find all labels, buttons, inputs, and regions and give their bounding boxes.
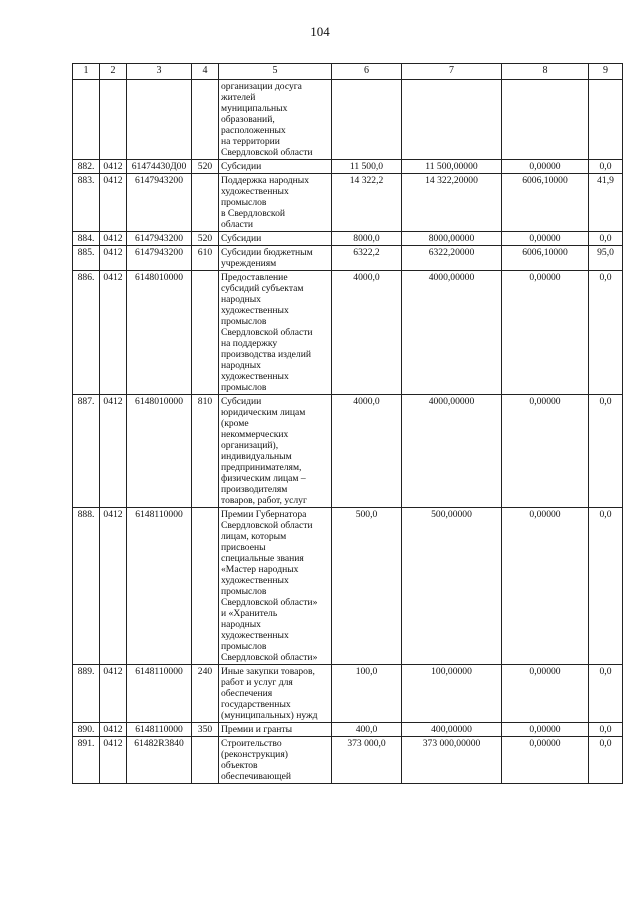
cell-name-line: Субсидии бюджетным — [221, 247, 313, 258]
table-row — [73, 174, 623, 232]
cell-name-line: Субсидии — [221, 396, 262, 407]
cell-num: 885. — [73, 246, 100, 271]
table-row — [73, 232, 623, 246]
cell-v7: 4000,00000 — [402, 271, 502, 395]
cell-v6: 373 000,0 — [332, 737, 402, 784]
col-header-8: 8 — [502, 64, 589, 80]
cell-name-line: промыслов — [221, 382, 267, 393]
cell-section: 0412 — [100, 271, 127, 395]
cell-v9: 95,0 — [589, 246, 623, 271]
cell-code: 6147943200 — [127, 232, 192, 246]
cell-name-line: народных — [221, 294, 261, 305]
cell-type — [192, 271, 219, 395]
cell-code: 61474430Д00 — [127, 160, 192, 174]
cell-name-line: Субсидии — [221, 233, 262, 244]
cell-name — [219, 80, 332, 160]
cell-name-line: «Мастер народных — [221, 564, 299, 575]
cell-v9: 0,0 — [589, 737, 623, 784]
col-header-4: 4 — [192, 64, 219, 80]
cell-v6: 100,0 — [332, 665, 402, 723]
cell-name-line: товаров, работ, услуг — [221, 495, 307, 506]
cell-num: 887. — [73, 395, 100, 508]
cell-v6: 11 500,0 — [332, 160, 402, 174]
cell-section: 0412 — [100, 737, 127, 784]
cell-name-line: работ и услуг для — [221, 677, 293, 688]
col-header-5: 5 — [219, 64, 332, 80]
cell-v9: 0,0 — [589, 665, 623, 723]
col-header-1: 1 — [73, 64, 100, 80]
cell-name — [219, 665, 332, 723]
cell-name-line: обеспечивающей — [221, 771, 292, 782]
cell-name-line: расположенных — [221, 125, 286, 136]
cell-name-line: в Свердловской — [221, 208, 286, 219]
cell-v9: 0,0 — [589, 395, 623, 508]
cell-num: 891. — [73, 737, 100, 784]
cell-type: 520 — [192, 160, 219, 174]
cell-name-line: промыслов — [221, 641, 267, 652]
cell-v9: 0,0 — [589, 271, 623, 395]
cell-name-line: художественных — [221, 371, 289, 382]
cell-v7: 11 500,00000 — [402, 160, 502, 174]
cell-name — [219, 737, 332, 784]
cell-v7: 500,00000 — [402, 508, 502, 665]
cell-v7: 100,00000 — [402, 665, 502, 723]
cell-v9 — [589, 80, 623, 160]
cell-name-line: Свердловской области — [221, 520, 313, 531]
cell-name-line: на поддержку — [221, 338, 278, 349]
cell-name — [219, 508, 332, 665]
cell-v6: 500,0 — [332, 508, 402, 665]
cell-name-line: Субсидии — [221, 161, 262, 172]
cell-name-line: художественных — [221, 630, 289, 641]
cell-name-line: художественных — [221, 186, 289, 197]
cell-name-line: Свердловской области — [221, 147, 313, 158]
cell-name — [219, 395, 332, 508]
cell-type — [192, 174, 219, 232]
cell-section: 0412 — [100, 508, 127, 665]
cell-section: 0412 — [100, 160, 127, 174]
cell-v7: 8000,00000 — [402, 232, 502, 246]
cell-type: 350 — [192, 723, 219, 737]
col-header-7: 7 — [402, 64, 502, 80]
cell-name-line: физическим лицам – — [221, 473, 306, 484]
cell-code: 6148110000 — [127, 723, 192, 737]
cell-name-line: художественных — [221, 575, 289, 586]
cell-name-line: лицам, которым — [221, 531, 287, 542]
col-header-2: 2 — [100, 64, 127, 80]
cell-name — [219, 160, 332, 174]
cell-section: 0412 — [100, 174, 127, 232]
cell-v7: 400,00000 — [402, 723, 502, 737]
cell-name-line: Иные закупки товаров, — [221, 666, 315, 677]
cell-code: 6148010000 — [127, 271, 192, 395]
cell-name-line: промыслов — [221, 197, 267, 208]
cell-name-line: народных — [221, 360, 261, 371]
cell-name-line: художественных — [221, 305, 289, 316]
cell-v7: 4000,00000 — [402, 395, 502, 508]
cell-v8: 0,00000 — [502, 395, 589, 508]
cell-name — [219, 271, 332, 395]
cell-num — [73, 80, 100, 160]
cell-v8: 0,00000 — [502, 508, 589, 665]
cell-name-line: объектов — [221, 760, 258, 771]
budget-table — [72, 63, 623, 784]
table-row — [73, 665, 623, 723]
col-header-9: 9 — [589, 64, 623, 80]
cell-v9: 41,9 — [589, 174, 623, 232]
cell-name-line: некоммерческих — [221, 429, 289, 440]
cell-type — [192, 80, 219, 160]
cell-name-line: Премии и гранты — [221, 724, 293, 735]
cell-name-line: организаций), — [221, 440, 279, 451]
cell-v6 — [332, 80, 402, 160]
cell-v9: 0,0 — [589, 160, 623, 174]
cell-v8: 0,00000 — [502, 723, 589, 737]
cell-name-line: Строительство — [221, 738, 282, 749]
cell-num: 890. — [73, 723, 100, 737]
table-row — [73, 723, 623, 737]
cell-name-line: присвоены — [221, 542, 266, 553]
cell-type: 520 — [192, 232, 219, 246]
cell-v7: 6322,20000 — [402, 246, 502, 271]
cell-code: 6147943200 — [127, 246, 192, 271]
cell-v9: 0,0 — [589, 232, 623, 246]
cell-v6: 4000,0 — [332, 271, 402, 395]
cell-name-line: юридическим лицам — [221, 407, 306, 418]
cell-name-line: (реконструкция) — [221, 749, 288, 760]
cell-name-line: Свердловской области — [221, 327, 313, 338]
cell-v6: 6322,2 — [332, 246, 402, 271]
cell-name-line: Предоставление — [221, 272, 288, 283]
cell-code: 6148010000 — [127, 395, 192, 508]
cell-name-line: производителям — [221, 484, 288, 495]
cell-section: 0412 — [100, 723, 127, 737]
cell-v8: 6006,10000 — [502, 246, 589, 271]
cell-type: 810 — [192, 395, 219, 508]
cell-num: 884. — [73, 232, 100, 246]
cell-type: 240 — [192, 665, 219, 723]
cell-name-line: и «Хранитель — [221, 608, 278, 619]
cell-type — [192, 737, 219, 784]
cell-v8: 6006,10000 — [502, 174, 589, 232]
cell-num: 882. — [73, 160, 100, 174]
cell-code — [127, 80, 192, 160]
cell-v8: 0,00000 — [502, 271, 589, 395]
table-row — [73, 737, 623, 784]
cell-v9: 0,0 — [589, 723, 623, 737]
cell-name-line: субсидий субъектам — [221, 283, 304, 294]
table-row — [73, 508, 623, 665]
cell-v7 — [402, 80, 502, 160]
cell-v8: 0,00000 — [502, 665, 589, 723]
cell-name-line: (кроме — [221, 418, 249, 429]
cell-code: 6147943200 — [127, 174, 192, 232]
cell-section: 0412 — [100, 395, 127, 508]
cell-name-line: специальные звания — [221, 553, 304, 564]
cell-type — [192, 508, 219, 665]
cell-v6: 400,0 — [332, 723, 402, 737]
cell-v7: 373 000,00000 — [402, 737, 502, 784]
cell-v6: 14 322,2 — [332, 174, 402, 232]
cell-v6: 8000,0 — [332, 232, 402, 246]
cell-section: 0412 — [100, 232, 127, 246]
page-number: 104 — [310, 24, 330, 39]
cell-v9: 0,0 — [589, 508, 623, 665]
cell-name-line: производства изделий — [221, 349, 311, 360]
cell-num: 888. — [73, 508, 100, 665]
cell-name-line: образований, — [221, 114, 275, 125]
col-header-6: 6 — [332, 64, 402, 80]
cell-name-line: организации досуга — [221, 81, 302, 92]
table-row — [73, 80, 623, 160]
cell-type: 610 — [192, 246, 219, 271]
cell-code: 61482R3840 — [127, 737, 192, 784]
cell-name — [219, 174, 332, 232]
col-header-3: 3 — [127, 64, 192, 80]
cell-section: 0412 — [100, 246, 127, 271]
cell-v8: 0,00000 — [502, 232, 589, 246]
cell-num: 886. — [73, 271, 100, 395]
cell-name-line: Свердловской области» — [221, 652, 318, 663]
cell-v6: 4000,0 — [332, 395, 402, 508]
cell-name-line: народных — [221, 619, 261, 630]
cell-num: 883. — [73, 174, 100, 232]
cell-name-line: Поддержка народных — [221, 175, 310, 186]
cell-name-line: на территории — [221, 136, 280, 147]
cell-v7: 14 322,20000 — [402, 174, 502, 232]
cell-name-line: обеспечения — [221, 688, 273, 699]
header-row — [73, 64, 623, 80]
cell-num: 889. — [73, 665, 100, 723]
table-body — [73, 80, 623, 784]
cell-name — [219, 723, 332, 737]
cell-name-line: предпринимателям, — [221, 462, 302, 473]
cell-v8: 0,00000 — [502, 737, 589, 784]
cell-name-line: Свердловской области» — [221, 597, 318, 608]
table-row — [73, 395, 623, 508]
cell-name — [219, 246, 332, 271]
cell-name-line: области — [221, 219, 254, 230]
cell-section: 0412 — [100, 665, 127, 723]
cell-v8 — [502, 80, 589, 160]
cell-code: 6148110000 — [127, 508, 192, 665]
cell-name-line: Премии Губернатора — [221, 509, 307, 520]
cell-section — [100, 80, 127, 160]
table-row — [73, 246, 623, 271]
cell-name-line: (муниципальных) нужд — [221, 710, 318, 721]
cell-name-line: жителей — [221, 92, 256, 103]
cell-v8: 0,00000 — [502, 160, 589, 174]
cell-name-line: муниципальных — [221, 103, 288, 114]
table-row — [73, 271, 623, 395]
cell-name-line: промыслов — [221, 586, 267, 597]
cell-name-line: государственных — [221, 699, 291, 710]
cell-code: 6148110000 — [127, 665, 192, 723]
cell-name-line: учреждениям — [221, 258, 277, 269]
cell-name — [219, 232, 332, 246]
table-row — [73, 160, 623, 174]
cell-name-line: промыслов — [221, 316, 267, 327]
cell-name-line: индивидуальным — [221, 451, 292, 462]
